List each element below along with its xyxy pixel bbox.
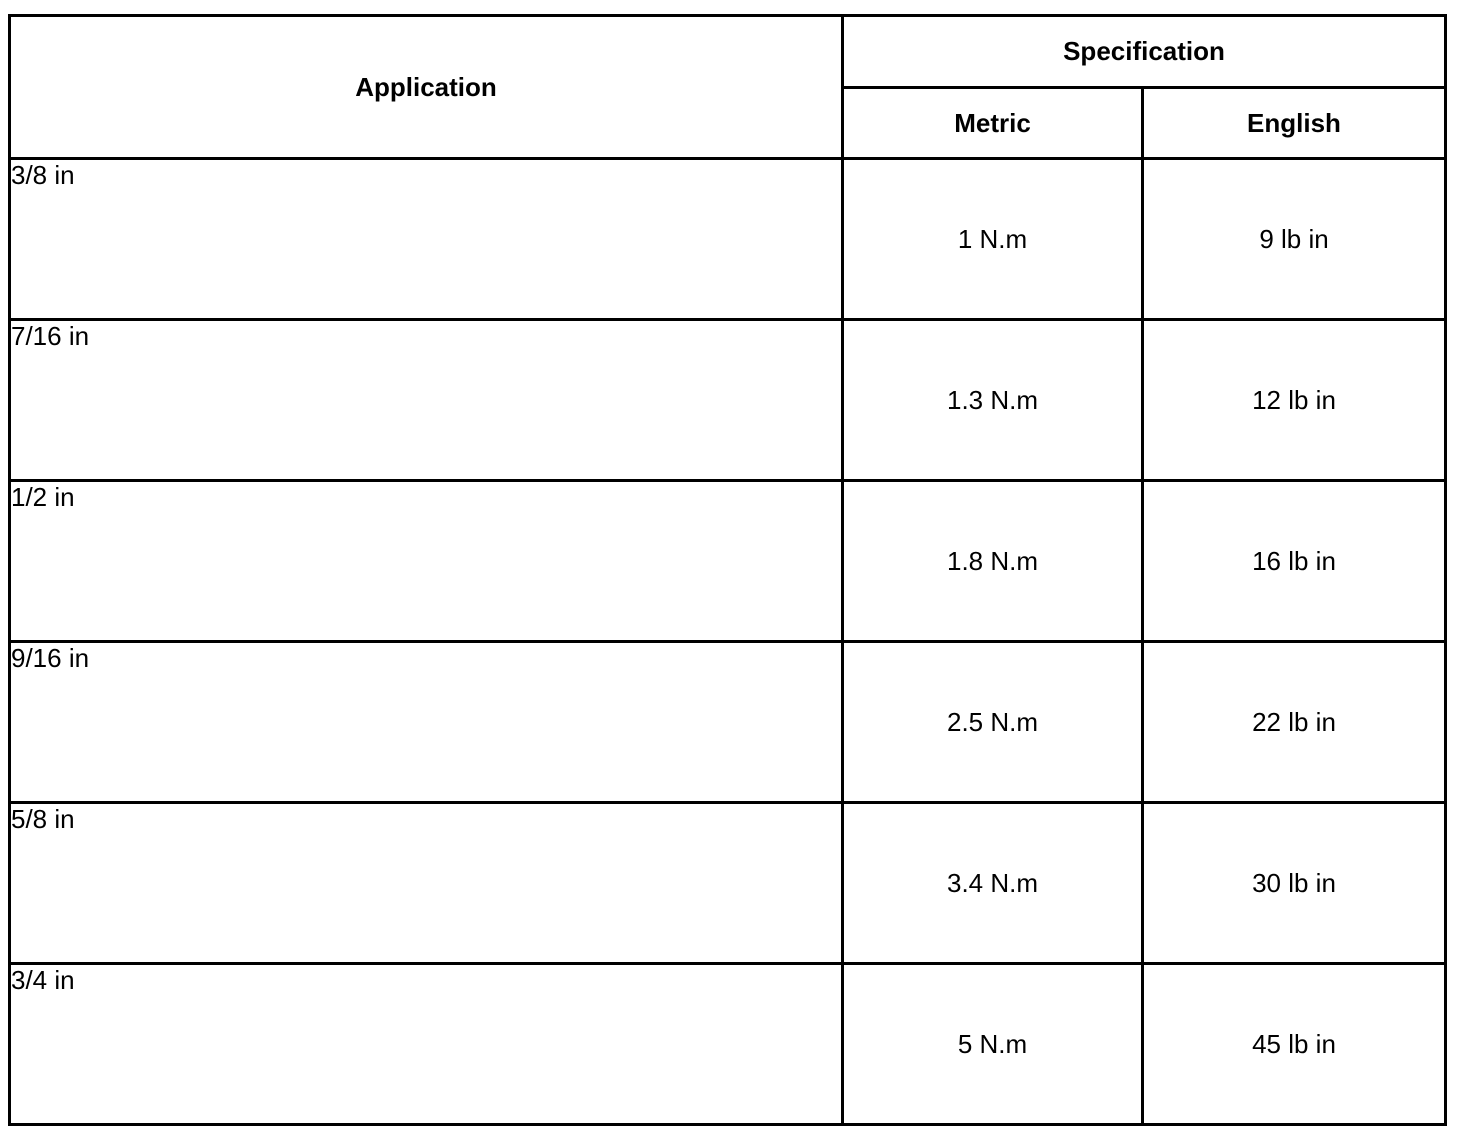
table-row [10,320,1446,481]
table-row [10,964,1446,1125]
header-specification: Specification [843,16,1446,88]
metric-cell: 1.8 N.m [843,481,1143,642]
application-cell: 7/16 in [10,320,843,481]
english-cell: 22 lb in [1143,642,1446,803]
english-cell: 12 lb in [1143,320,1446,481]
application-cell: 1/2 in [10,481,843,642]
english-cell: 45 lb in [1143,964,1446,1125]
english-cell: 16 lb in [1143,481,1446,642]
english-cell: 30 lb in [1143,803,1446,964]
specification-table [8,14,1447,1126]
table-row [10,159,1446,320]
metric-cell: 5 N.m [843,964,1143,1125]
header-application: Application [10,16,843,159]
metric-cell: 1 N.m [843,159,1143,320]
application-cell: 3/8 in [10,159,843,320]
metric-cell: 1.3 N.m [843,320,1143,481]
metric-cell: 2.5 N.m [843,642,1143,803]
table-header [10,16,1446,159]
table-row [10,481,1446,642]
header-row-top [10,16,1446,88]
application-cell: 9/16 in [10,642,843,803]
metric-cell: 3.4 N.m [843,803,1143,964]
table-row [10,642,1446,803]
header-english: English [1143,88,1446,159]
header-metric: Metric [843,88,1143,159]
application-cell: 5/8 in [10,803,843,964]
application-cell: 3/4 in [10,964,843,1125]
table-row [10,803,1446,964]
table-body [10,159,1446,1125]
english-cell: 9 lb in [1143,159,1446,320]
